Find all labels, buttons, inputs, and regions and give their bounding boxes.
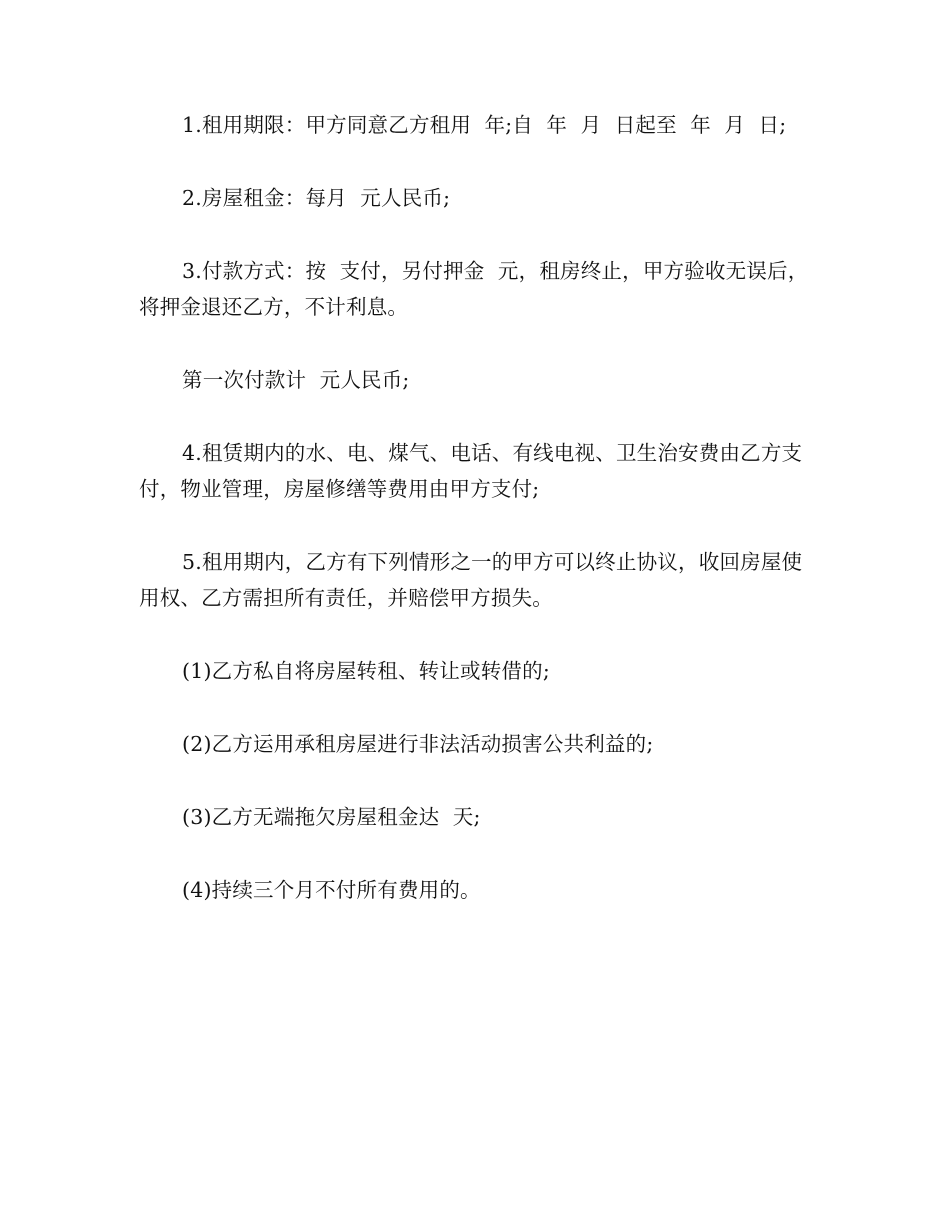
clause-monthly-rent: 2.房屋租金：每月 元人民币; [182,186,451,210]
clause-first-payment: 第一次付款计 元人民币; [182,368,410,392]
termination-item-1: (1)乙方私自将房屋转租、转让或转借的; [182,659,550,683]
clause-utilities: 4.租赁期内的水、电、煤气、电话、有线电视、卫生治安费由乙方支付，物业管理，房屋修缮等费用由甲方支付; [139,441,803,501]
termination-item-3: (3)乙方无端拖欠房屋租金达 天; [182,805,481,829]
clause-termination: 5.租用期内，乙方有下列情形之一的甲方可以终止协议，收回房屋使用权、乙方需担所有责任，并赔偿甲方损失。 [139,550,803,610]
clause-payment-method: 3.付款方式：按 支付，另付押金 元，租房终止，甲方验收无误后，将押金退还乙方，不计利息。 [139,259,809,319]
clause-lease-term: 1.租用期限：甲方同意乙方租用 年;自 年 月 日起至 年 月 日; [182,113,787,137]
termination-item-4: (4)持续三个月不付所有费用的。 [182,878,481,902]
termination-item-2: (2)乙方运用承租房屋进行非法活动损害公共利益的; [182,732,654,756]
